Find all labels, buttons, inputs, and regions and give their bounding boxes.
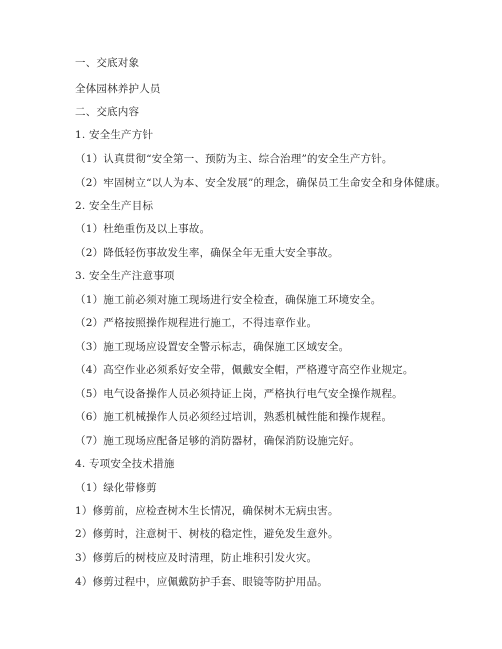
precaution-item-6: （6）施工机械操作人员必须经过培训，熟悉机械性能和操作规程。: [75, 411, 393, 423]
measure-subheading-pruning: （1）绿化带修剪: [75, 482, 157, 494]
policy-item-2: （2）牢固树立“以人为本、安全发展”的理念，确保员工生命安全和身体健康。: [75, 177, 447, 189]
subheading-safety-goals: 2. 安全生产目标: [75, 200, 154, 212]
goal-item-2: （2）降低轻伤事故发生率，确保全年无重大安全事故。: [75, 247, 339, 259]
subheading-special-measures: 4. 专项安全技术措施: [75, 458, 175, 470]
section-heading-recipients: 一、交底对象: [75, 57, 140, 69]
pruning-step-2: 2）修剪时，注意树干、树枝的稳定性，避免发生意外。: [75, 528, 339, 540]
subheading-precautions: 3. 安全生产注意事项: [75, 270, 175, 282]
pruning-step-4: 4）修剪过程中，应佩戴防护手套、眼镜等防护用品。: [75, 576, 328, 588]
recipients-text: 全体园林养护人员: [75, 83, 161, 95]
policy-item-1: （1）认真贯彻“安全第一、预防为主、综合治理”的安全生产方针。: [75, 153, 393, 165]
goal-item-1: （1）杜绝重伤及以上事故。: [75, 223, 211, 235]
precaution-item-1: （1）施工前必须对施工现场进行安全检查，确保施工环境安全。: [75, 294, 382, 306]
pruning-step-3: 3）修剪后的树枝应及时清理，防止堆积引发火灾。: [75, 552, 318, 564]
precaution-item-2: （2）严格按照操作规程进行施工，不得违章作业。: [75, 317, 318, 329]
precaution-item-3: （3）施工现场应设置安全警示标志，确保施工区域安全。: [75, 341, 350, 353]
precaution-item-7: （7）施工现场应配备足够的消防器材，确保消防设施完好。: [75, 435, 361, 447]
pruning-step-1: 1）修剪前，应检查树木生长情况，确保树木无病虫害。: [75, 505, 339, 517]
precaution-item-5: （5）电气设备操作人员必须持证上岗，严格执行电气安全操作规程。: [75, 388, 403, 400]
section-heading-content: 二、交底内容: [75, 106, 140, 118]
subheading-safety-policy: 1. 安全生产方针: [75, 129, 154, 141]
precaution-item-4: （4）高空作业必须系好安全带，佩戴安全帽，严格遵守高空作业规定。: [75, 364, 414, 376]
